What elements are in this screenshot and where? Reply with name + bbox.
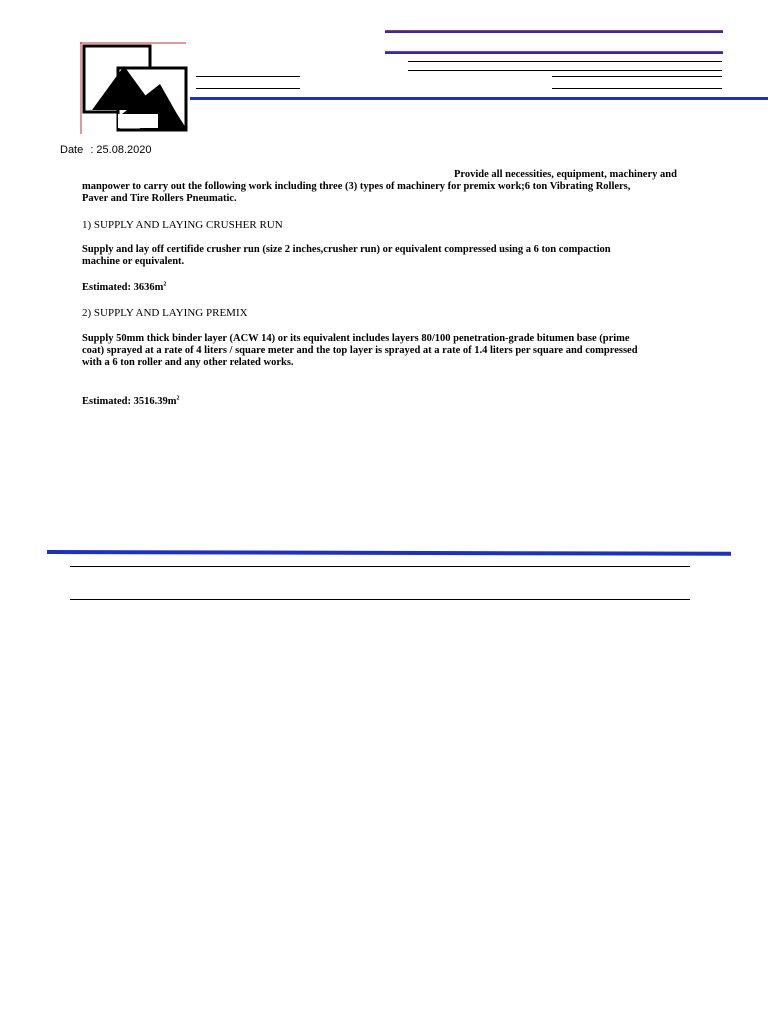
section1-line: Supply and lay off certifide crusher run (size 2 inches,crusher run) or equivalent compressed using a 6 ton compaction	[82, 244, 611, 255]
date-value: : 25.08.2020	[90, 144, 152, 156]
header-rule	[408, 61, 722, 62]
section2-estimated-value: Estimated: 3516.39m	[82, 396, 177, 407]
section2-line: with a 6 ton roller and any other related works.	[82, 357, 294, 368]
section1-heading: 1) SUPPLY AND LAYING CRUSHER RUN	[82, 219, 283, 231]
header-rule-top	[385, 51, 723, 54]
section1-body	[82, 244, 722, 268]
header-divider	[190, 97, 768, 100]
triangle-logo-icon	[80, 42, 190, 134]
header-rule	[196, 88, 300, 89]
intro-paragraph	[82, 181, 722, 205]
section2-line: coat) sprayed at a rate of 4 liters / square meter and the top layer is sprayed at a rate of 1.4 liters per square and compressed	[82, 345, 638, 356]
section2-estimated-unit-sup: 2	[176, 395, 180, 402]
section2-line: Supply 50mm thick binder layer (ACW 14) or its equivalent includes layers 80/100 penetration-grade bitumen base (prime	[82, 333, 630, 344]
section2-body	[82, 333, 722, 369]
header-rule	[552, 76, 722, 77]
intro-line: Paver and Tire Rollers Pneumatic.	[82, 193, 237, 204]
header-rule	[196, 76, 300, 77]
footer-rule	[70, 599, 690, 600]
section1-estimated-value: Estimated: 3636m	[82, 282, 164, 293]
header-rule	[408, 70, 722, 71]
footer-divider	[47, 550, 731, 556]
header-rule	[552, 88, 722, 89]
section1-estimated-unit-sup: 2	[163, 281, 167, 288]
footer-rule	[70, 566, 690, 567]
date-label: Date	[60, 144, 84, 156]
intro-first-line: Provide all necessities, equipment, machinery and	[454, 169, 677, 180]
document-date	[60, 144, 151, 156]
section1-line: machine or equivalent.	[82, 256, 185, 267]
header-rule-top	[385, 30, 723, 33]
section2-heading: 2) SUPPLY AND LAYING PREMIX	[82, 307, 248, 319]
intro-line: manpower to carry out the following work including three (3) types of machinery for premix work;6 ton Vibrating Rollers,	[82, 181, 631, 192]
section2-estimated	[82, 396, 180, 408]
section1-estimated	[82, 282, 166, 294]
